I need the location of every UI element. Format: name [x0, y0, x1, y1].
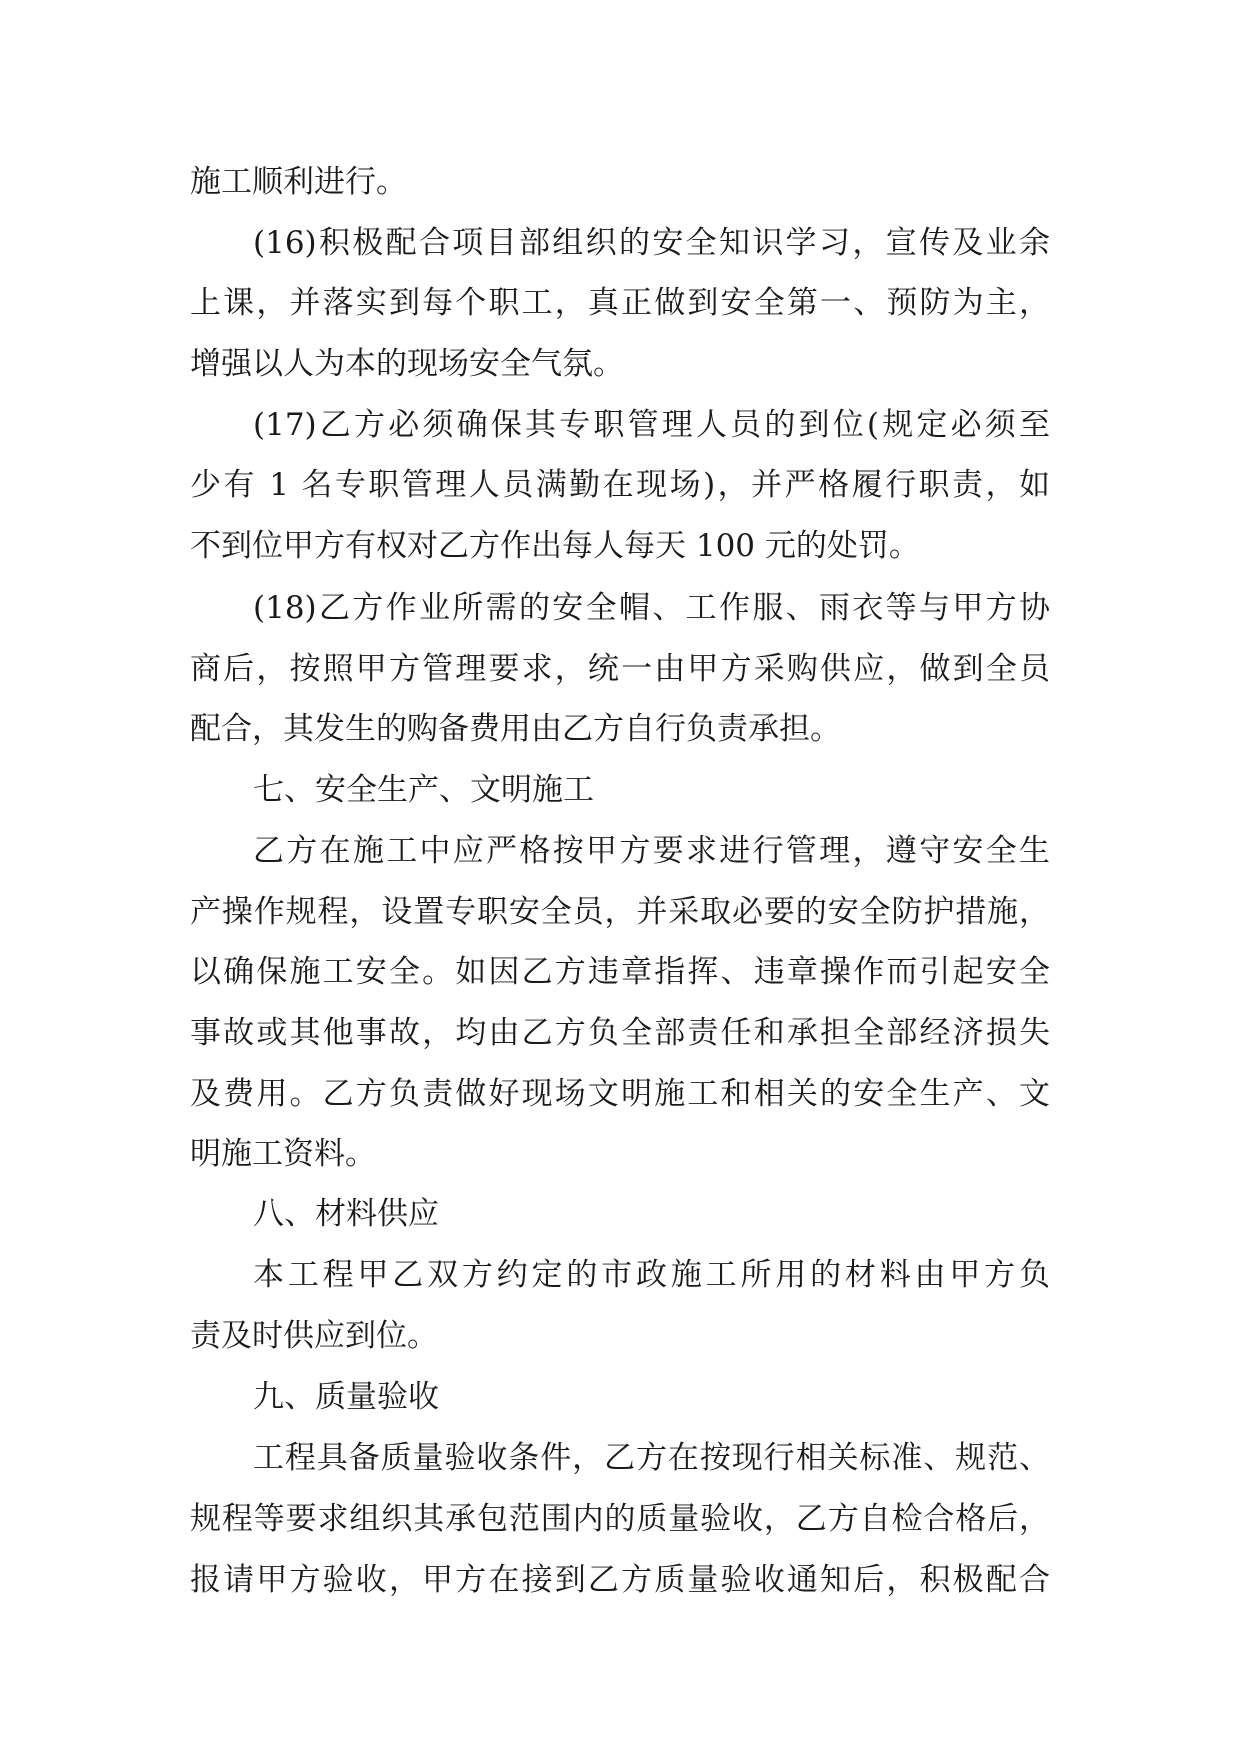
paragraph-line: 乙方在施工中应严格按甲方要求进行管理，遵守安全生 [253, 833, 1050, 869]
paragraph-line: 明施工资料。 [190, 1136, 376, 1172]
paragraph-line: 上课，并落实到每个职工，真正做到安全第一、预防为主， [190, 285, 1050, 321]
section-heading: 八、材料供应 [253, 1196, 439, 1232]
paragraph-line: 配合，其发生的购备费用由乙方自行负责承担。 [190, 711, 841, 747]
paragraph-line: 增强以人为本的现场安全气氛。 [190, 346, 624, 382]
section-heading: 九、质量验收 [253, 1379, 439, 1415]
paragraph-line: 本工程甲乙双方约定的市政施工所用的材料由甲方负 [253, 1257, 1050, 1293]
paragraph-line: 商后，按照甲方管理要求，统一由甲方采购供应，做到全员 [190, 651, 1050, 687]
paragraph-line: 少有 1 名专职管理人员满勤在现场)，并严格履行职责，如 [190, 467, 1050, 503]
paragraph-line: (16)积极配合项目部组织的安全知识学习，宣传及业余 [253, 225, 1050, 261]
paragraph-line: 以确保施工安全。如因乙方违章指挥、违章操作而引起安全 [190, 954, 1050, 990]
section-heading: 七、安全生产、文明施工 [253, 772, 594, 808]
paragraph-line: 规程等要求组织其承包范围内的质量验收，乙方自检合格后， [190, 1501, 1050, 1537]
paragraph-line: 工程具备质量验收条件，乙方在按现行相关标准、规范、 [253, 1440, 1050, 1476]
paragraph-line: 及费用。乙方负责做好现场文明施工和相关的安全生产、文 [190, 1076, 1050, 1112]
paragraph-line: 施工顺利进行。 [190, 164, 407, 200]
paragraph-line: (17)乙方必须确保其专职管理人员的到位(规定必须至 [253, 407, 1050, 443]
paragraph-line: 不到位甲方有权对乙方作出每人每天 100 元的处罚。 [190, 528, 920, 564]
paragraph-line: 责及时供应到位。 [190, 1318, 438, 1354]
paragraph-line: 事故或其他事故，均由乙方负全部责任和承担全部经济损失 [190, 1015, 1050, 1051]
paragraph-line: 报请甲方验收，甲方在接到乙方质量验收通知后，积极配合 [190, 1562, 1050, 1598]
paragraph-line: 产操作规程，设置专职安全员，并采取必要的安全防护措施， [190, 894, 1050, 930]
paragraph-line: (18)乙方作业所需的安全帽、工作服、雨衣等与甲方协 [253, 590, 1050, 626]
